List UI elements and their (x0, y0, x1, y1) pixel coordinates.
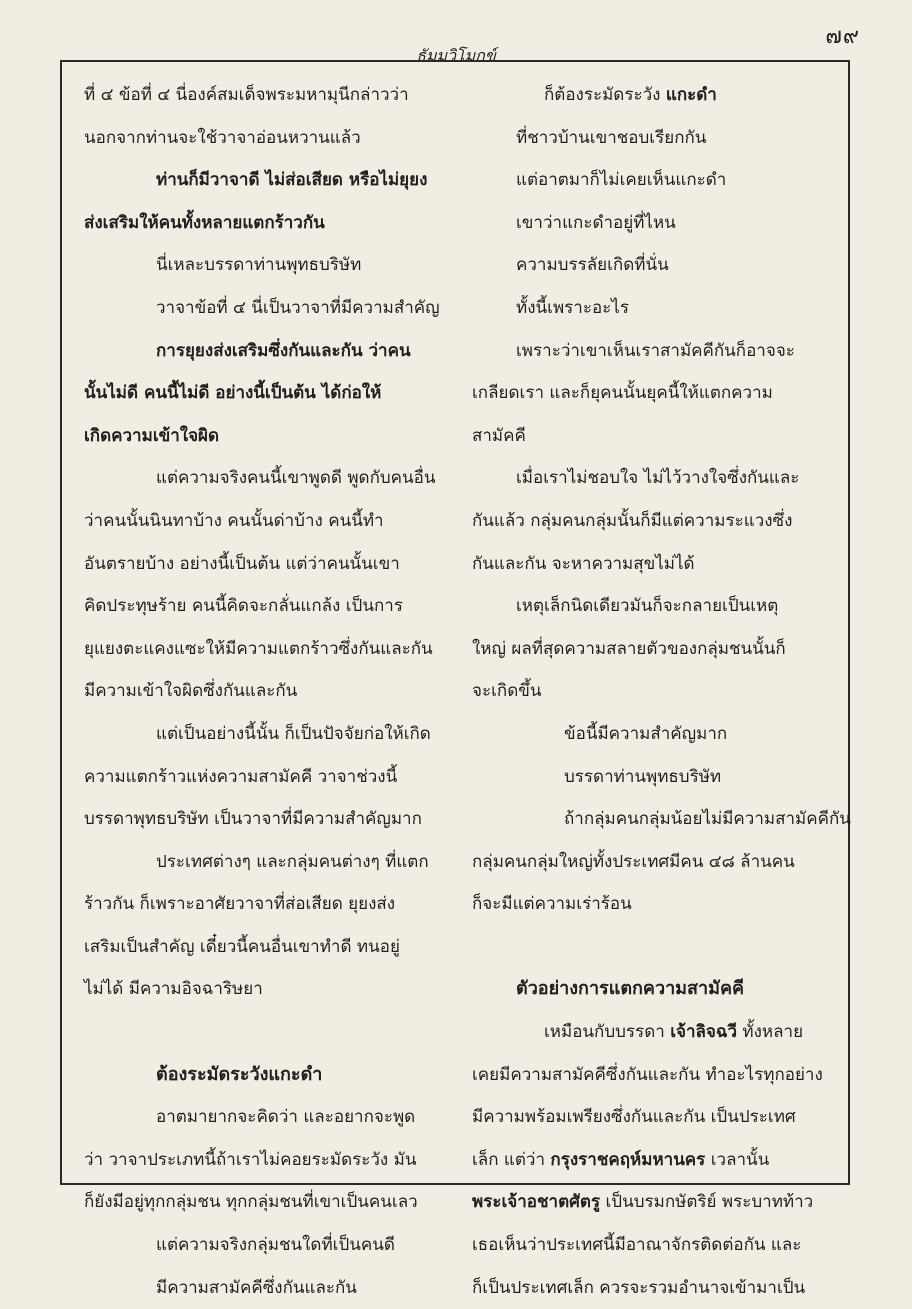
text-segment: แต่อาตมาก็ไม่เคยเห็นแกะดำ (516, 170, 727, 191)
right-line (472, 926, 852, 969)
left-line: ความแตกร้าวแห่งความสามัคคี วาจาช่วงนี้ (84, 766, 398, 787)
left-line: ท่านก็มีวาจาดี ไม่ส่อเสียด หรือไม่ยุยง (156, 170, 428, 191)
left-line: นั้นไม่ดี คนนี้ไม่ดี อย่างนี้เป็นต้น ได้ก่อให้ (84, 383, 382, 404)
left-line: อันตรายบ้าง อย่างนี้เป็นต้น แต่ว่าคนนั้นเขา (84, 553, 400, 574)
left-line: นอกจากท่านจะใช้วาจาอ่อนหวานแล้ว (84, 127, 361, 148)
left-line (84, 1011, 464, 1054)
text-segment: ที่ชาวบ้านเขาชอบเรียกกัน (516, 127, 707, 148)
text-segment: เขาว่าแกะดำอยู่ที่ไหน (516, 212, 676, 233)
text-segment: ทั้งหลาย (737, 1022, 804, 1043)
right-line (472, 1096, 852, 1139)
text-segment: จะเกิดขึ้น (472, 681, 542, 702)
left-line: บรรดาพุทธบริษัท เป็นวาจาที่มีความสำคัญมาก (84, 809, 422, 830)
left-line: อาตมายากจะคิดว่า และอยากจะพูด (156, 1107, 416, 1128)
right-line (472, 968, 852, 1011)
text-segment: ก็จะมีแต่ความเร่าร้อน (472, 894, 632, 915)
right-line (472, 159, 852, 202)
bold-segment: พระเจ้าอชาตศัตรู (472, 1192, 601, 1213)
left-line: ว่าคนนั้นนินทาบ้าง คนนั้นด่าบ้าง คนนี้ทำ (84, 510, 384, 531)
text-segment: ก็เป็นประเทศเล็ก ควรจะรวมอำนาจเข้ามาเป็น (472, 1277, 806, 1298)
text-segment: เหตุเล็กนิดเดียวมันก็จะกลายเป็นเหตุ (516, 596, 779, 617)
left-line: ว่า วาจาประเภทนี้ถ้าเราไม่คอยระมัดระวัง มัน (84, 1149, 417, 1170)
text-segment: เพราะว่าเขาเห็นเราสามัคคีกันก็อาจจะ (516, 340, 795, 361)
text-segment: กลุ่มคนกลุ่มใหญ่ทั้งประเทศมีคน ๔๘ ล้านคน (472, 851, 795, 872)
left-line: แต่ความจริงคนนี้เขาพูดดี พูดกับคนอื่น (156, 468, 436, 489)
bold-segment: ตัวอย่างการแตกความสามัคคี (516, 978, 745, 1000)
text-segment: ถ้ากลุ่มคนกลุ่มน้อยไม่มีความสามัคคีกัน (564, 809, 851, 830)
right-line (472, 330, 852, 373)
left-line: ยุแยงตะแคงแซะให้มีความแตกร้าวซึ่งกันและกัน (84, 638, 433, 659)
text-segment: กันแล้ว กลุ่มคนกลุ่มนั้นก็มีแต่ความระแวงซึ่ง (472, 510, 793, 531)
right-line (472, 74, 852, 117)
right-line (472, 1181, 852, 1224)
left-line: ไม่ได้ มีความอิจฉาริษยา (84, 979, 263, 1000)
left-line: แต่ความจริงกลุ่มชนใดที่เป็นคนดี (156, 1235, 395, 1256)
text-segment: ใหญ่ ผลที่สุดความสลายตัวของกลุ่มชนนั้นก็ (472, 638, 786, 659)
right-line (472, 1054, 852, 1097)
text-segment: ก็ต้องระมัดระวัง (544, 85, 666, 105)
page-number: ๗๙ (825, 24, 860, 49)
left-line: การยุยงส่งเสริมซึ่งกันและกัน ว่าคน (156, 340, 411, 361)
right-line (472, 457, 852, 500)
text-segment: ข้อนี้มีความสำคัญมาก (564, 723, 728, 744)
right-line (472, 500, 852, 543)
text-segment: เป็นบรมกษัตริย์ พระบาทท้าว (600, 1192, 814, 1213)
text-segment: เมื่อเราไม่ชอบใจ ไม่ไว้วางใจซึ่งกันและ (516, 468, 800, 489)
text-segment: ทั้งนี้เพราะอะไร (516, 297, 629, 318)
left-line: มีความเข้าใจผิดซึ่งกันและกัน (84, 681, 298, 702)
bold-segment: กรุงราชคฤห์มหานคร (550, 1149, 706, 1170)
text-segment: เกลียดเรา และก็ยุคนนั้นยุคนี้ให้แตกความ (472, 383, 773, 404)
right-line (472, 1011, 852, 1054)
right-line (472, 798, 852, 841)
text-segment: สามัคคี (472, 425, 526, 446)
right-line (472, 372, 852, 415)
left-line: ที่ ๔ ข้อที่ ๔ นี่องค์สมเด็จพระมหามุนีกล่าวว่า (84, 85, 409, 105)
left-line: ส่งเสริมให้คนทั้งหลายแตกร้าวกัน (84, 212, 325, 233)
left-line: ประเทศต่างๆ และกลุ่มคนต่างๆ ที่แตก (156, 851, 429, 872)
right-line (472, 117, 852, 160)
right-line (472, 841, 852, 884)
text-segment: เหมือนกับบรรดา (544, 1022, 671, 1043)
right-line (472, 1139, 852, 1182)
right-line (472, 202, 852, 245)
right-line (472, 543, 852, 586)
left-line: มีความสามัคคีซึ่งกันและกัน (156, 1277, 357, 1298)
right-column (472, 74, 852, 1309)
left-line: เสริมเป็นสำคัญ เดี๋ยวนี้คนอื่นเขาทำดี ทนอยู่ (84, 936, 400, 957)
text-segment: บรรดาท่านพุทธบริษัท (564, 766, 722, 787)
running-header: ธัมมวิโมกข์ (416, 46, 496, 65)
right-line (472, 287, 852, 330)
right-line (472, 883, 852, 926)
left-line: เกิดความเข้าใจผิด (84, 425, 220, 446)
left-column (84, 74, 464, 1309)
text-segment: มีความพร้อมเพรียงซึ่งกันและกัน เป็นประเทศ (472, 1107, 796, 1128)
left-line: ร้าวกัน ก็เพราะอาศัยวาจาที่ส่อเสียด ยุยงส่ง (84, 894, 396, 915)
right-line (472, 756, 852, 799)
text-segment: เคยมีความสามัคคีซึ่งกันและกัน ทำอะไรทุกอย่าง (472, 1064, 823, 1085)
right-line (472, 244, 852, 287)
left-line: ต้องระมัดระวังแกะดำ (156, 1063, 323, 1085)
right-line (472, 628, 852, 671)
left-line: แต่เป็นอย่างนี้นั้น ก็เป็นปัจจัยก่อให้เกิด (156, 723, 431, 744)
right-line (472, 585, 852, 628)
bold-segment: เจ้าลิจฉวี (670, 1022, 738, 1043)
text-segment: เวลานั้น (705, 1149, 770, 1170)
bold-segment: แกะดำ (665, 85, 717, 105)
right-line (472, 1224, 852, 1267)
right-line (472, 713, 852, 756)
text-segment: เธอเห็นว่าประเทศนี้มีอาณาจักรติดต่อกัน และ (472, 1235, 802, 1256)
text-segment: กันและกัน จะหาความสุขไม่ได้ (472, 553, 695, 574)
right-line (472, 670, 852, 713)
left-line: คิดประทุษร้าย คนนี้คิดจะกลั่นแกล้ง เป็นการ (84, 596, 403, 617)
left-line: ก็ยังมีอยู่ทุกกลุ่มชน ทุกกลุ่มชนที่เขาเป็นคนเลว (84, 1192, 418, 1213)
text-segment: ความบรรลัยเกิดที่นั่น (516, 255, 669, 276)
text-frame (60, 60, 851, 1298)
text-segment: เล็ก แต่ว่า (472, 1149, 551, 1170)
left-line: วาจาข้อที่ ๔ นี่เป็นวาจาที่มีความสำคัญ (156, 297, 440, 318)
right-line (472, 1267, 852, 1309)
left-line: นี่เหละบรรดาท่านพุทธบริษัท (156, 255, 362, 276)
right-line (472, 415, 852, 458)
